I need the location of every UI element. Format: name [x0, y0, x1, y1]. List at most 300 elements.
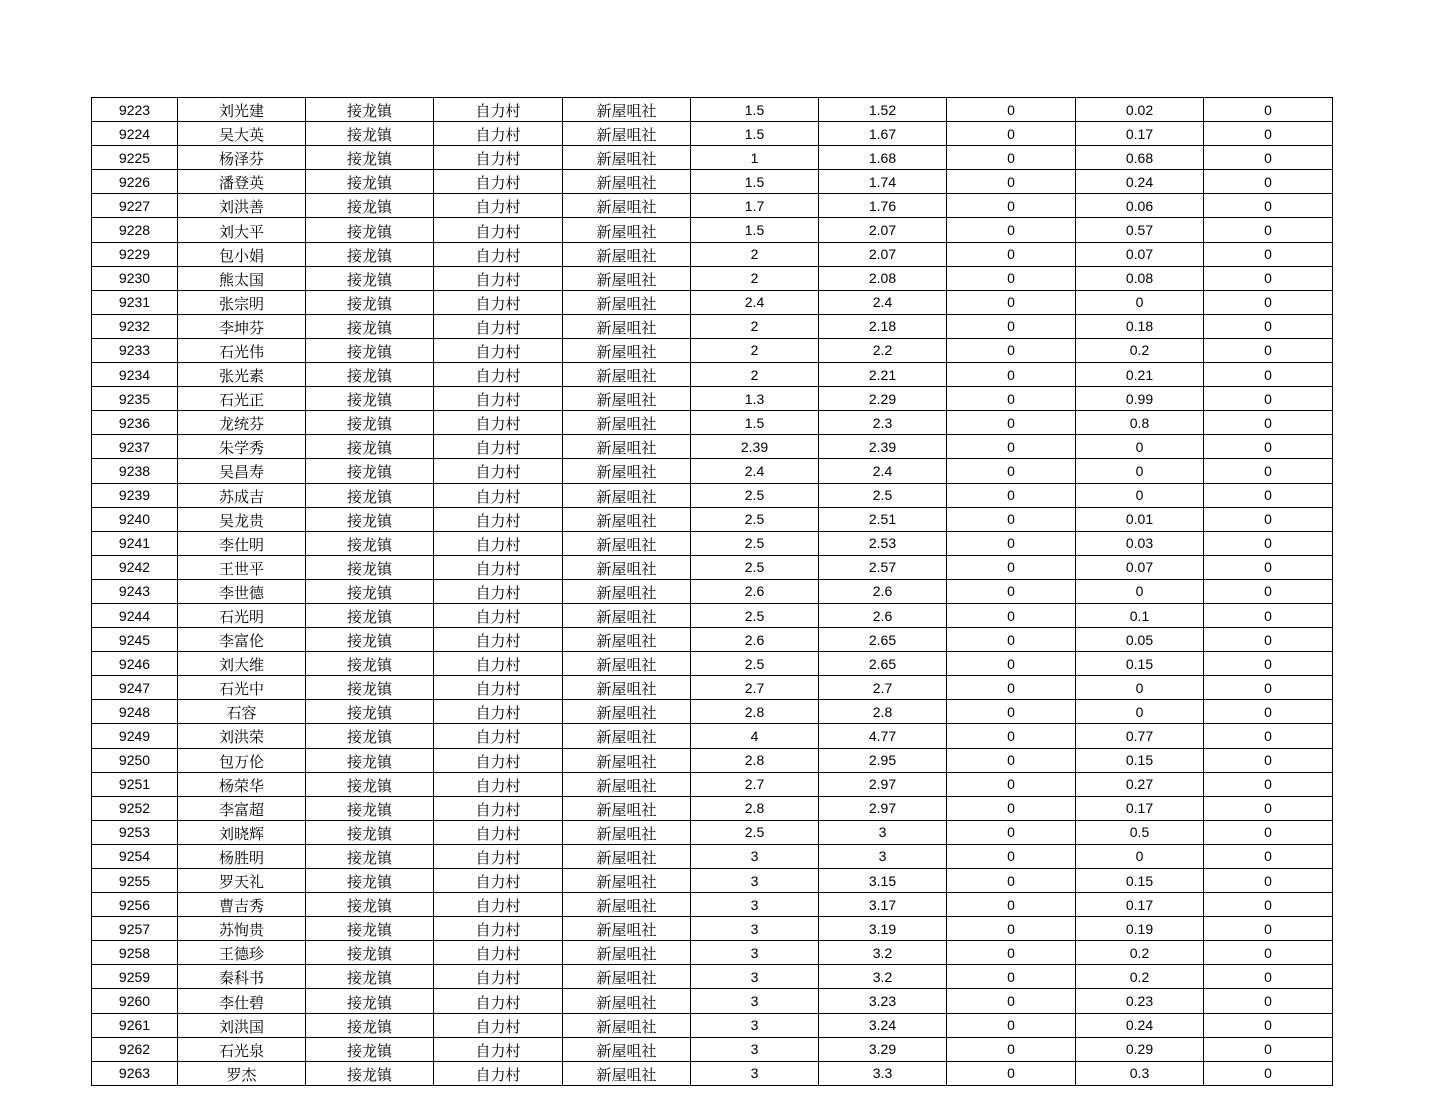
value-b-cell: 3.23: [819, 989, 947, 1013]
id-cell: 9259: [92, 965, 178, 989]
value-a-cell: 2.5: [691, 555, 819, 579]
name-cell: 苏恂贵: [178, 917, 306, 941]
village-cell: 自力村: [434, 363, 563, 387]
table-body: [92, 98, 1333, 1086]
group-cell: 新屋咀社: [563, 965, 691, 989]
name-cell: 刘洪善: [178, 194, 306, 218]
id-cell: 9263: [92, 1061, 178, 1085]
table-row: [92, 435, 1333, 459]
value-d-cell: 0.2: [1076, 941, 1204, 965]
town-cell: 接龙镇: [306, 242, 434, 266]
value-b-cell: 2.97: [819, 772, 947, 796]
value-e-cell: 0: [1204, 98, 1333, 122]
name-cell: 刘晓辉: [178, 820, 306, 844]
value-a-cell: 1.5: [691, 170, 819, 194]
id-cell: 9243: [92, 579, 178, 603]
value-a-cell: 2.6: [691, 628, 819, 652]
table-row: [92, 338, 1333, 362]
value-e-cell: 0: [1204, 989, 1333, 1013]
value-a-cell: 2.5: [691, 820, 819, 844]
value-a-cell: 2.4: [691, 290, 819, 314]
value-c-cell: 0: [947, 1061, 1076, 1085]
id-cell: 9248: [92, 700, 178, 724]
value-e-cell: 0: [1204, 459, 1333, 483]
value-b-cell: 4.77: [819, 724, 947, 748]
value-e-cell: 0: [1204, 748, 1333, 772]
value-e-cell: 0: [1204, 1013, 1333, 1037]
name-cell: 石光中: [178, 676, 306, 700]
value-d-cell: 0.29: [1076, 1037, 1204, 1061]
name-cell: 刘大维: [178, 652, 306, 676]
value-c-cell: 0: [947, 483, 1076, 507]
value-e-cell: 0: [1204, 170, 1333, 194]
id-cell: 9257: [92, 917, 178, 941]
value-c-cell: 0: [947, 435, 1076, 459]
name-cell: 刘大平: [178, 218, 306, 242]
value-b-cell: 3: [819, 820, 947, 844]
group-cell: 新屋咀社: [563, 628, 691, 652]
village-cell: 自力村: [434, 724, 563, 748]
table-row: [92, 579, 1333, 603]
value-e-cell: 0: [1204, 531, 1333, 555]
village-cell: 自力村: [434, 338, 563, 362]
value-c-cell: 0: [947, 555, 1076, 579]
value-b-cell: 2.4: [819, 290, 947, 314]
value-b-cell: 1.52: [819, 98, 947, 122]
village-cell: 自力村: [434, 122, 563, 146]
village-cell: 自力村: [434, 218, 563, 242]
value-c-cell: 0: [947, 194, 1076, 218]
group-cell: 新屋咀社: [563, 98, 691, 122]
town-cell: 接龙镇: [306, 893, 434, 917]
village-cell: 自力村: [434, 772, 563, 796]
value-d-cell: 0.24: [1076, 1013, 1204, 1037]
value-a-cell: 1.5: [691, 98, 819, 122]
value-c-cell: 0: [947, 459, 1076, 483]
group-cell: 新屋咀社: [563, 941, 691, 965]
table-row: [92, 290, 1333, 314]
name-cell: 吴昌寿: [178, 459, 306, 483]
value-a-cell: 3: [691, 989, 819, 1013]
village-cell: 自力村: [434, 435, 563, 459]
town-cell: 接龙镇: [306, 483, 434, 507]
town-cell: 接龙镇: [306, 459, 434, 483]
value-d-cell: 0: [1076, 579, 1204, 603]
town-cell: 接龙镇: [306, 146, 434, 170]
name-cell: 石光泉: [178, 1037, 306, 1061]
value-a-cell: 2.5: [691, 652, 819, 676]
name-cell: 龙统芬: [178, 411, 306, 435]
value-b-cell: 2.29: [819, 387, 947, 411]
group-cell: 新屋咀社: [563, 579, 691, 603]
village-cell: 自力村: [434, 459, 563, 483]
id-cell: 9240: [92, 507, 178, 531]
value-b-cell: 3: [819, 844, 947, 868]
village-cell: 自力村: [434, 194, 563, 218]
value-e-cell: 0: [1204, 483, 1333, 507]
town-cell: 接龙镇: [306, 507, 434, 531]
table-row: [92, 869, 1333, 893]
town-cell: 接龙镇: [306, 748, 434, 772]
value-a-cell: 3: [691, 1061, 819, 1085]
name-cell: 朱学秀: [178, 435, 306, 459]
name-cell: 曹吉秀: [178, 893, 306, 917]
table-row: [92, 700, 1333, 724]
value-c-cell: 0: [947, 844, 1076, 868]
town-cell: 接龙镇: [306, 941, 434, 965]
town-cell: 接龙镇: [306, 917, 434, 941]
table-row: [92, 893, 1333, 917]
value-e-cell: 0: [1204, 435, 1333, 459]
value-d-cell: 0.15: [1076, 748, 1204, 772]
value-a-cell: 4: [691, 724, 819, 748]
value-a-cell: 1.7: [691, 194, 819, 218]
group-cell: 新屋咀社: [563, 700, 691, 724]
value-c-cell: 0: [947, 941, 1076, 965]
village-cell: 自力村: [434, 748, 563, 772]
village-cell: 自力村: [434, 555, 563, 579]
value-c-cell: 0: [947, 869, 1076, 893]
value-c-cell: 0: [947, 893, 1076, 917]
value-d-cell: 0.07: [1076, 555, 1204, 579]
id-cell: 9228: [92, 218, 178, 242]
value-e-cell: 0: [1204, 314, 1333, 338]
name-cell: 刘光建: [178, 98, 306, 122]
value-e-cell: 0: [1204, 628, 1333, 652]
value-c-cell: 0: [947, 507, 1076, 531]
value-c-cell: 0: [947, 218, 1076, 242]
name-cell: 李仕明: [178, 531, 306, 555]
name-cell: 李富超: [178, 796, 306, 820]
value-a-cell: 3: [691, 869, 819, 893]
table-row: [92, 941, 1333, 965]
id-cell: 9262: [92, 1037, 178, 1061]
value-a-cell: 3: [691, 1037, 819, 1061]
value-a-cell: 3: [691, 893, 819, 917]
group-cell: 新屋咀社: [563, 338, 691, 362]
value-a-cell: 2.8: [691, 700, 819, 724]
value-d-cell: 0.17: [1076, 893, 1204, 917]
town-cell: 接龙镇: [306, 411, 434, 435]
group-cell: 新屋咀社: [563, 1037, 691, 1061]
value-e-cell: 0: [1204, 603, 1333, 627]
group-cell: 新屋咀社: [563, 796, 691, 820]
value-a-cell: 3: [691, 965, 819, 989]
name-cell: 石容: [178, 700, 306, 724]
id-cell: 9229: [92, 242, 178, 266]
village-cell: 自力村: [434, 652, 563, 676]
group-cell: 新屋咀社: [563, 146, 691, 170]
value-b-cell: 1.68: [819, 146, 947, 170]
town-cell: 接龙镇: [306, 194, 434, 218]
name-cell: 石光伟: [178, 338, 306, 362]
village-cell: 自力村: [434, 483, 563, 507]
value-b-cell: 3.2: [819, 941, 947, 965]
village-cell: 自力村: [434, 1037, 563, 1061]
value-e-cell: 0: [1204, 676, 1333, 700]
value-c-cell: 0: [947, 989, 1076, 1013]
id-cell: 9232: [92, 314, 178, 338]
town-cell: 接龙镇: [306, 869, 434, 893]
table-row: [92, 411, 1333, 435]
value-a-cell: 1: [691, 146, 819, 170]
group-cell: 新屋咀社: [563, 820, 691, 844]
id-cell: 9251: [92, 772, 178, 796]
group-cell: 新屋咀社: [563, 724, 691, 748]
value-b-cell: 2.8: [819, 700, 947, 724]
value-d-cell: 0.99: [1076, 387, 1204, 411]
value-d-cell: 0.21: [1076, 363, 1204, 387]
value-d-cell: 0: [1076, 844, 1204, 868]
value-b-cell: 2.07: [819, 242, 947, 266]
name-cell: 苏成吉: [178, 483, 306, 507]
value-b-cell: 3.15: [819, 869, 947, 893]
value-d-cell: 0: [1076, 700, 1204, 724]
id-cell: 9238: [92, 459, 178, 483]
value-b-cell: 3.17: [819, 893, 947, 917]
village-cell: 自力村: [434, 242, 563, 266]
town-cell: 接龙镇: [306, 989, 434, 1013]
village-cell: 自力村: [434, 411, 563, 435]
value-b-cell: 2.51: [819, 507, 947, 531]
value-e-cell: 0: [1204, 820, 1333, 844]
village-cell: 自力村: [434, 1061, 563, 1085]
value-a-cell: 2.5: [691, 507, 819, 531]
town-cell: 接龙镇: [306, 676, 434, 700]
value-a-cell: 2: [691, 363, 819, 387]
value-b-cell: 3.24: [819, 1013, 947, 1037]
name-cell: 李仕碧: [178, 989, 306, 1013]
table-row: [92, 724, 1333, 748]
name-cell: 李富伦: [178, 628, 306, 652]
town-cell: 接龙镇: [306, 98, 434, 122]
value-c-cell: 0: [947, 122, 1076, 146]
group-cell: 新屋咀社: [563, 314, 691, 338]
table-row: [92, 146, 1333, 170]
value-c-cell: 0: [947, 603, 1076, 627]
table-row: [92, 1061, 1333, 1085]
value-a-cell: 2.5: [691, 603, 819, 627]
value-d-cell: 0: [1076, 435, 1204, 459]
value-c-cell: 0: [947, 700, 1076, 724]
town-cell: 接龙镇: [306, 266, 434, 290]
id-cell: 9227: [92, 194, 178, 218]
value-a-cell: 2: [691, 314, 819, 338]
value-c-cell: 0: [947, 411, 1076, 435]
value-e-cell: 0: [1204, 122, 1333, 146]
value-e-cell: 0: [1204, 387, 1333, 411]
group-cell: 新屋咀社: [563, 218, 691, 242]
id-cell: 9256: [92, 893, 178, 917]
id-cell: 9225: [92, 146, 178, 170]
name-cell: 张光素: [178, 363, 306, 387]
id-cell: 9253: [92, 820, 178, 844]
value-d-cell: 0.8: [1076, 411, 1204, 435]
value-e-cell: 0: [1204, 218, 1333, 242]
value-e-cell: 0: [1204, 1037, 1333, 1061]
value-c-cell: 0: [947, 676, 1076, 700]
id-cell: 9260: [92, 989, 178, 1013]
town-cell: 接龙镇: [306, 628, 434, 652]
table-row: [92, 676, 1333, 700]
value-c-cell: 0: [947, 820, 1076, 844]
value-c-cell: 0: [947, 170, 1076, 194]
value-c-cell: 0: [947, 146, 1076, 170]
town-cell: 接龙镇: [306, 724, 434, 748]
village-cell: 自力村: [434, 917, 563, 941]
value-d-cell: 0.15: [1076, 652, 1204, 676]
group-cell: 新屋咀社: [563, 290, 691, 314]
town-cell: 接龙镇: [306, 290, 434, 314]
value-b-cell: 2.3: [819, 411, 947, 435]
group-cell: 新屋咀社: [563, 387, 691, 411]
value-c-cell: 0: [947, 965, 1076, 989]
value-a-cell: 1.5: [691, 218, 819, 242]
value-a-cell: 2.7: [691, 772, 819, 796]
value-e-cell: 0: [1204, 1061, 1333, 1085]
id-cell: 9224: [92, 122, 178, 146]
value-b-cell: 2.18: [819, 314, 947, 338]
table-row: [92, 652, 1333, 676]
value-a-cell: 2.7: [691, 676, 819, 700]
value-c-cell: 0: [947, 917, 1076, 941]
value-e-cell: 0: [1204, 507, 1333, 531]
value-e-cell: 0: [1204, 338, 1333, 362]
value-c-cell: 0: [947, 314, 1076, 338]
value-c-cell: 0: [947, 363, 1076, 387]
value-c-cell: 0: [947, 98, 1076, 122]
town-cell: 接龙镇: [306, 363, 434, 387]
value-b-cell: 3.19: [819, 917, 947, 941]
value-b-cell: 2.39: [819, 435, 947, 459]
value-a-cell: 3: [691, 941, 819, 965]
value-e-cell: 0: [1204, 941, 1333, 965]
group-cell: 新屋咀社: [563, 170, 691, 194]
value-d-cell: 0.5: [1076, 820, 1204, 844]
town-cell: 接龙镇: [306, 218, 434, 242]
value-b-cell: 3.29: [819, 1037, 947, 1061]
value-a-cell: 2: [691, 338, 819, 362]
village-cell: 自力村: [434, 603, 563, 627]
value-b-cell: 2.65: [819, 652, 947, 676]
village-cell: 自力村: [434, 844, 563, 868]
value-a-cell: 2: [691, 266, 819, 290]
group-cell: 新屋咀社: [563, 603, 691, 627]
village-cell: 自力村: [434, 579, 563, 603]
town-cell: 接龙镇: [306, 122, 434, 146]
village-cell: 自力村: [434, 507, 563, 531]
name-cell: 潘登英: [178, 170, 306, 194]
table-row: [92, 218, 1333, 242]
village-cell: 自力村: [434, 941, 563, 965]
value-d-cell: 0.1: [1076, 603, 1204, 627]
table-row: [92, 917, 1333, 941]
value-e-cell: 0: [1204, 290, 1333, 314]
village-cell: 自力村: [434, 796, 563, 820]
town-cell: 接龙镇: [306, 170, 434, 194]
value-a-cell: 1.3: [691, 387, 819, 411]
table-row: [92, 266, 1333, 290]
value-a-cell: 3: [691, 844, 819, 868]
group-cell: 新屋咀社: [563, 483, 691, 507]
village-cell: 自力村: [434, 700, 563, 724]
value-a-cell: 2.8: [691, 748, 819, 772]
group-cell: 新屋咀社: [563, 1013, 691, 1037]
village-cell: 自力村: [434, 869, 563, 893]
id-cell: 9223: [92, 98, 178, 122]
id-cell: 9233: [92, 338, 178, 362]
value-c-cell: 0: [947, 387, 1076, 411]
town-cell: 接龙镇: [306, 435, 434, 459]
village-cell: 自力村: [434, 628, 563, 652]
village-cell: 自力村: [434, 676, 563, 700]
value-d-cell: 0.57: [1076, 218, 1204, 242]
value-b-cell: 1.74: [819, 170, 947, 194]
id-cell: 9252: [92, 796, 178, 820]
value-d-cell: 0.17: [1076, 122, 1204, 146]
village-cell: 自力村: [434, 98, 563, 122]
id-cell: 9245: [92, 628, 178, 652]
village-cell: 自力村: [434, 170, 563, 194]
table-row: [92, 194, 1333, 218]
group-cell: 新屋咀社: [563, 989, 691, 1013]
town-cell: 接龙镇: [306, 1037, 434, 1061]
value-d-cell: 0.17: [1076, 796, 1204, 820]
name-cell: 杨荣华: [178, 772, 306, 796]
value-e-cell: 0: [1204, 579, 1333, 603]
value-c-cell: 0: [947, 772, 1076, 796]
value-e-cell: 0: [1204, 869, 1333, 893]
value-e-cell: 0: [1204, 965, 1333, 989]
id-cell: 9234: [92, 363, 178, 387]
id-cell: 9235: [92, 387, 178, 411]
group-cell: 新屋咀社: [563, 459, 691, 483]
group-cell: 新屋咀社: [563, 772, 691, 796]
name-cell: 罗杰: [178, 1061, 306, 1085]
value-b-cell: 2.21: [819, 363, 947, 387]
value-b-cell: 2.95: [819, 748, 947, 772]
id-cell: 9244: [92, 603, 178, 627]
table-row: [92, 242, 1333, 266]
value-c-cell: 0: [947, 579, 1076, 603]
name-cell: 刘洪国: [178, 1013, 306, 1037]
town-cell: 接龙镇: [306, 1061, 434, 1085]
town-cell: 接龙镇: [306, 531, 434, 555]
name-cell: 杨胜明: [178, 844, 306, 868]
value-e-cell: 0: [1204, 700, 1333, 724]
value-d-cell: 0.07: [1076, 242, 1204, 266]
table-row: [92, 170, 1333, 194]
name-cell: 吴大英: [178, 122, 306, 146]
town-cell: 接龙镇: [306, 338, 434, 362]
group-cell: 新屋咀社: [563, 266, 691, 290]
name-cell: 秦科书: [178, 965, 306, 989]
value-a-cell: 2.39: [691, 435, 819, 459]
value-d-cell: 0.06: [1076, 194, 1204, 218]
id-cell: 9226: [92, 170, 178, 194]
value-c-cell: 0: [947, 724, 1076, 748]
value-b-cell: 2.5: [819, 483, 947, 507]
group-cell: 新屋咀社: [563, 893, 691, 917]
value-e-cell: 0: [1204, 724, 1333, 748]
id-cell: 9237: [92, 435, 178, 459]
id-cell: 9236: [92, 411, 178, 435]
id-cell: 9249: [92, 724, 178, 748]
name-cell: 吴龙贵: [178, 507, 306, 531]
value-a-cell: 1.5: [691, 122, 819, 146]
id-cell: 9242: [92, 555, 178, 579]
value-b-cell: 2.6: [819, 579, 947, 603]
